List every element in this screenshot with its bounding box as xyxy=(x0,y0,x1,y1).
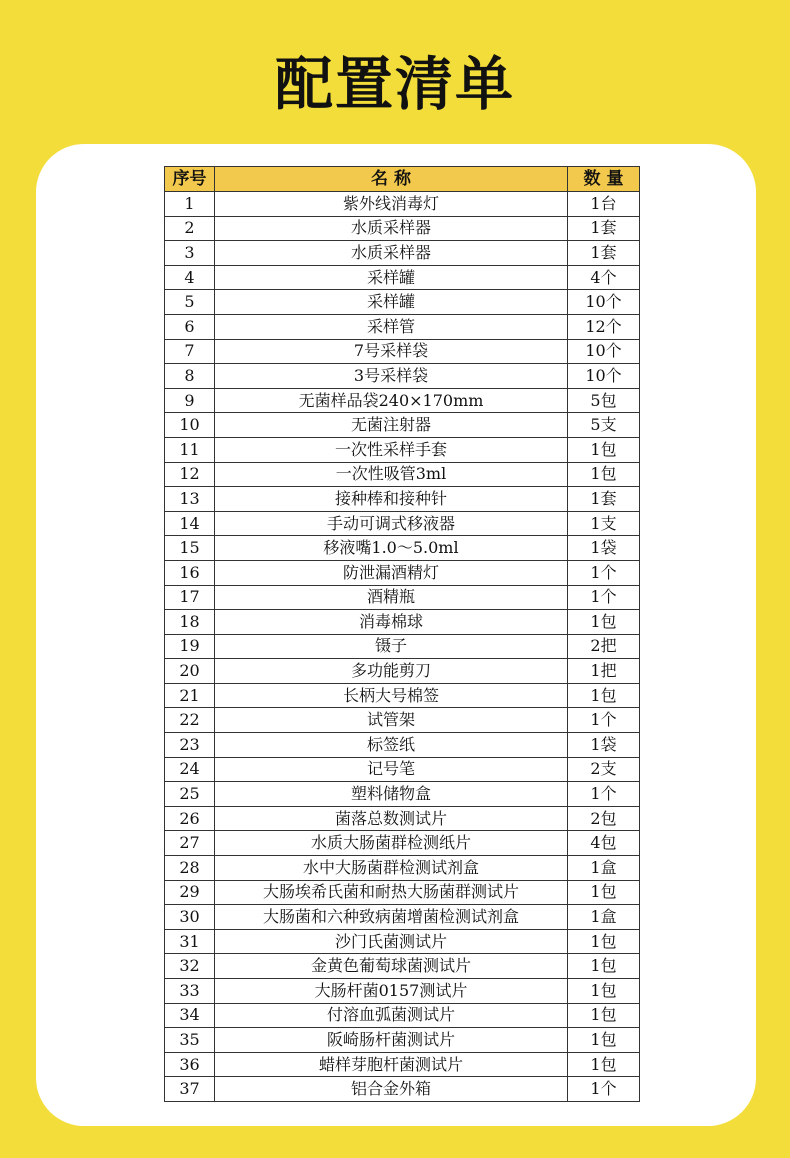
row-quantity: 1个 xyxy=(568,708,640,733)
row-name: 多功能剪刀 xyxy=(215,659,568,684)
page-title: 配置清单 xyxy=(274,50,515,118)
table-row xyxy=(165,290,640,315)
row-name: 大肠埃希氏菌和耐热大肠菌群测试片 xyxy=(215,880,568,905)
table-row xyxy=(165,831,640,856)
row-quantity: 4个 xyxy=(568,265,640,290)
table-row xyxy=(165,733,640,758)
table-row xyxy=(165,905,640,930)
row-name: 紫外线消毒灯 xyxy=(215,192,568,217)
table-row xyxy=(165,462,640,487)
row-index: 13 xyxy=(165,487,215,512)
row-name: 塑料储物盒 xyxy=(215,782,568,807)
row-index: 19 xyxy=(165,634,215,659)
table-row xyxy=(165,413,640,438)
row-quantity: 10个 xyxy=(568,364,640,389)
row-index: 1 xyxy=(165,192,215,217)
row-index: 28 xyxy=(165,856,215,881)
row-index: 2 xyxy=(165,216,215,241)
row-name: 水中大肠菌群检测试剂盒 xyxy=(215,856,568,881)
row-name: 付溶血弧菌测试片 xyxy=(215,1003,568,1028)
row-quantity: 1套 xyxy=(568,487,640,512)
table-row xyxy=(165,1077,640,1102)
row-quantity: 5支 xyxy=(568,413,640,438)
row-name: 菌落总数测试片 xyxy=(215,806,568,831)
header-name: 名 称 xyxy=(215,167,568,192)
row-index: 22 xyxy=(165,708,215,733)
row-index: 27 xyxy=(165,831,215,856)
row-name: 镊子 xyxy=(215,634,568,659)
row-name: 水质采样器 xyxy=(215,216,568,241)
row-name: 阪崎肠杆菌测试片 xyxy=(215,1028,568,1053)
table-row xyxy=(165,364,640,389)
table-row xyxy=(165,1052,640,1077)
table-row xyxy=(165,560,640,585)
row-index: 36 xyxy=(165,1052,215,1077)
row-quantity: 2包 xyxy=(568,806,640,831)
table-row xyxy=(165,314,640,339)
row-index: 30 xyxy=(165,905,215,930)
row-quantity: 1支 xyxy=(568,511,640,536)
row-index: 4 xyxy=(165,265,215,290)
table-row xyxy=(165,388,640,413)
table-row xyxy=(165,659,640,684)
row-name: 蜡样芽胞杆菌测试片 xyxy=(215,1052,568,1077)
row-quantity: 1包 xyxy=(568,683,640,708)
row-name: 试管架 xyxy=(215,708,568,733)
table-row xyxy=(165,634,640,659)
table-row xyxy=(165,806,640,831)
table-row xyxy=(165,216,640,241)
table-row xyxy=(165,856,640,881)
row-name: 大肠菌和六种致病菌增菌检测试剂盒 xyxy=(215,905,568,930)
table-row xyxy=(165,1028,640,1053)
table-row xyxy=(165,265,640,290)
row-index: 7 xyxy=(165,339,215,364)
row-quantity: 1盒 xyxy=(568,856,640,881)
row-name: 金黄色葡萄球菌测试片 xyxy=(215,954,568,979)
row-name: 采样罐 xyxy=(215,290,568,315)
row-name: 记号笔 xyxy=(215,757,568,782)
header-quantity: 数 量 xyxy=(568,167,640,192)
row-name: 消毒棉球 xyxy=(215,610,568,635)
table-row xyxy=(165,708,640,733)
row-name: 水质采样器 xyxy=(215,241,568,266)
row-name: 无菌注射器 xyxy=(215,413,568,438)
row-index: 25 xyxy=(165,782,215,807)
row-name: 水质大肠菌群检测纸片 xyxy=(215,831,568,856)
row-index: 31 xyxy=(165,929,215,954)
row-name: 铝合金外箱 xyxy=(215,1077,568,1102)
row-quantity: 12个 xyxy=(568,314,640,339)
row-name: 酒精瓶 xyxy=(215,585,568,610)
row-quantity: 1包 xyxy=(568,979,640,1004)
row-name: 接种棒和接种针 xyxy=(215,487,568,512)
table-row xyxy=(165,1003,640,1028)
table-row xyxy=(165,585,640,610)
row-index: 26 xyxy=(165,806,215,831)
table-row xyxy=(165,880,640,905)
row-name: 大肠杆菌0157测试片 xyxy=(215,979,568,1004)
table-row xyxy=(165,979,640,1004)
row-name: 无菌样品袋240×170mm xyxy=(215,388,568,413)
table-row xyxy=(165,782,640,807)
table-row xyxy=(165,339,640,364)
row-name: 防泄漏酒精灯 xyxy=(215,560,568,585)
row-index: 23 xyxy=(165,733,215,758)
row-quantity: 1包 xyxy=(568,954,640,979)
table-row xyxy=(165,241,640,266)
row-quantity: 10个 xyxy=(568,339,640,364)
row-quantity: 2把 xyxy=(568,634,640,659)
table-row xyxy=(165,536,640,561)
table-row xyxy=(165,954,640,979)
row-index: 12 xyxy=(165,462,215,487)
row-name: 长柄大号棉签 xyxy=(215,683,568,708)
row-quantity: 1包 xyxy=(568,1028,640,1053)
row-index: 24 xyxy=(165,757,215,782)
row-quantity: 1个 xyxy=(568,585,640,610)
row-quantity: 1个 xyxy=(568,560,640,585)
row-quantity: 1包 xyxy=(568,462,640,487)
table-row xyxy=(165,757,640,782)
row-name: 3号采样袋 xyxy=(215,364,568,389)
row-quantity: 1把 xyxy=(568,659,640,684)
row-index: 34 xyxy=(165,1003,215,1028)
row-quantity: 4包 xyxy=(568,831,640,856)
table-row xyxy=(165,487,640,512)
row-quantity: 1包 xyxy=(568,880,640,905)
row-index: 32 xyxy=(165,954,215,979)
row-name: 一次性吸管3ml xyxy=(215,462,568,487)
table-header-row xyxy=(165,167,640,192)
table-row xyxy=(165,437,640,462)
row-name: 手动可调式移液器 xyxy=(215,511,568,536)
row-quantity: 2支 xyxy=(568,757,640,782)
row-name: 一次性采样手套 xyxy=(215,437,568,462)
row-index: 37 xyxy=(165,1077,215,1102)
row-index: 15 xyxy=(165,536,215,561)
row-index: 6 xyxy=(165,314,215,339)
row-index: 21 xyxy=(165,683,215,708)
row-quantity: 5包 xyxy=(568,388,640,413)
row-index: 35 xyxy=(165,1028,215,1053)
table-row xyxy=(165,192,640,217)
row-quantity: 1个 xyxy=(568,1077,640,1102)
row-quantity: 1包 xyxy=(568,610,640,635)
table-row xyxy=(165,511,640,536)
row-quantity: 1包 xyxy=(568,1003,640,1028)
row-name: 采样管 xyxy=(215,314,568,339)
row-name: 沙门氏菌测试片 xyxy=(215,929,568,954)
row-quantity: 1台 xyxy=(568,192,640,217)
row-index: 18 xyxy=(165,610,215,635)
row-name: 采样罐 xyxy=(215,265,568,290)
row-index: 16 xyxy=(165,560,215,585)
config-table xyxy=(164,166,640,1102)
row-index: 29 xyxy=(165,880,215,905)
row-name: 7号采样袋 xyxy=(215,339,568,364)
row-quantity: 1包 xyxy=(568,1052,640,1077)
row-quantity: 1套 xyxy=(568,216,640,241)
row-name: 移液嘴1.0～5.0ml xyxy=(215,536,568,561)
row-quantity: 1套 xyxy=(568,241,640,266)
table-row xyxy=(165,929,640,954)
row-index: 14 xyxy=(165,511,215,536)
row-index: 3 xyxy=(165,241,215,266)
row-index: 33 xyxy=(165,979,215,1004)
row-quantity: 1袋 xyxy=(568,733,640,758)
row-index: 8 xyxy=(165,364,215,389)
table-row xyxy=(165,683,640,708)
table-row xyxy=(165,610,640,635)
row-index: 20 xyxy=(165,659,215,684)
row-quantity: 1盒 xyxy=(568,905,640,930)
row-quantity: 10个 xyxy=(568,290,640,315)
row-index: 5 xyxy=(165,290,215,315)
row-quantity: 1袋 xyxy=(568,536,640,561)
row-index: 10 xyxy=(165,413,215,438)
row-index: 11 xyxy=(165,437,215,462)
row-name: 标签纸 xyxy=(215,733,568,758)
row-index: 9 xyxy=(165,388,215,413)
row-quantity: 1包 xyxy=(568,437,640,462)
row-quantity: 1包 xyxy=(568,929,640,954)
row-index: 17 xyxy=(165,585,215,610)
row-quantity: 1个 xyxy=(568,782,640,807)
header-index: 序号 xyxy=(165,167,215,192)
